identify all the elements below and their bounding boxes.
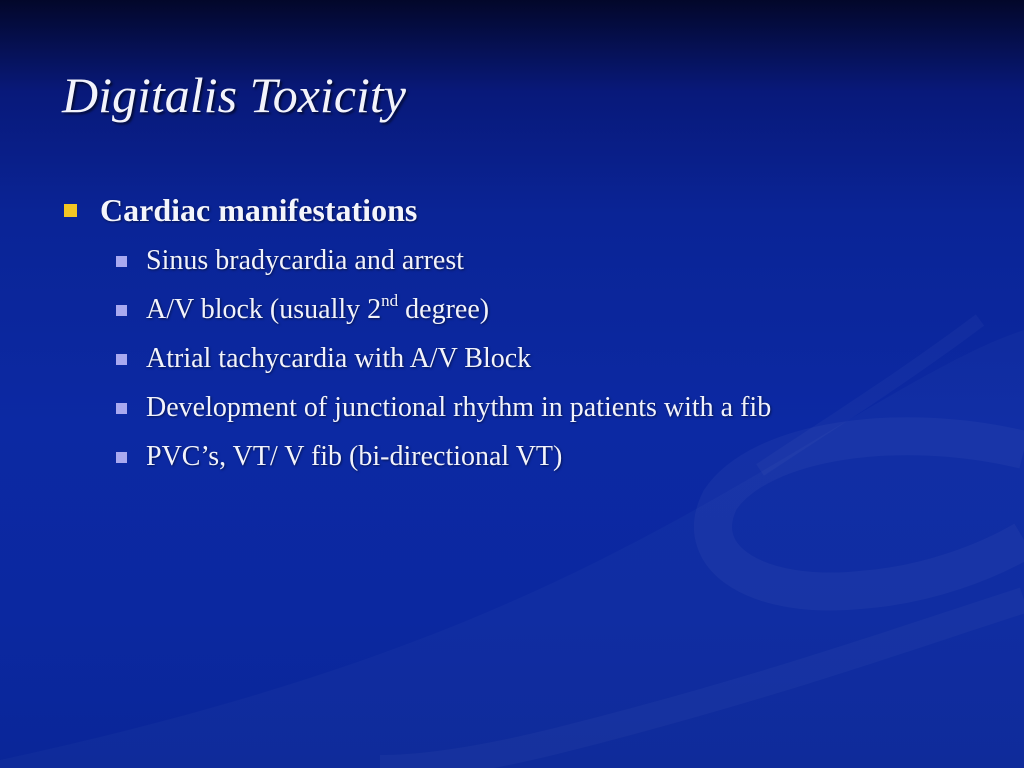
sub-bullet-item <box>62 285 982 334</box>
slide-body <box>62 188 982 481</box>
sub-bullet-text: A/V block (usually 2 <box>146 294 382 325</box>
ordinal-superscript: nd <box>381 290 399 310</box>
sub-bullet-list <box>62 236 982 481</box>
square-bullet-icon <box>116 403 127 414</box>
sub-bullet-text: Atrial tachycardia with A/V Block <box>146 343 532 374</box>
slide-title: Digitalis Toxicity <box>62 67 406 123</box>
sub-bullet-item <box>62 236 982 285</box>
square-bullet-icon <box>116 452 127 463</box>
sub-bullet-text: Development of junctional rhythm in patients with a fib <box>146 392 772 423</box>
sub-bullet-item <box>62 334 982 383</box>
bullet-label: Cardiac manifestations <box>100 192 418 228</box>
sub-bullet-text-continued: degree) <box>398 294 490 325</box>
bullet-cardiac-manifestations <box>62 188 982 232</box>
sub-bullet-item <box>62 432 982 481</box>
square-bullet-icon <box>64 204 77 217</box>
sub-bullet-item <box>62 383 982 432</box>
square-bullet-icon <box>116 354 127 365</box>
sub-bullet-text: Sinus bradycardia and arrest <box>146 245 464 276</box>
square-bullet-icon <box>116 305 127 316</box>
sub-bullet-text: PVC’s, VT/ V fib (bi-directional VT) <box>146 441 563 472</box>
square-bullet-icon <box>116 256 127 267</box>
